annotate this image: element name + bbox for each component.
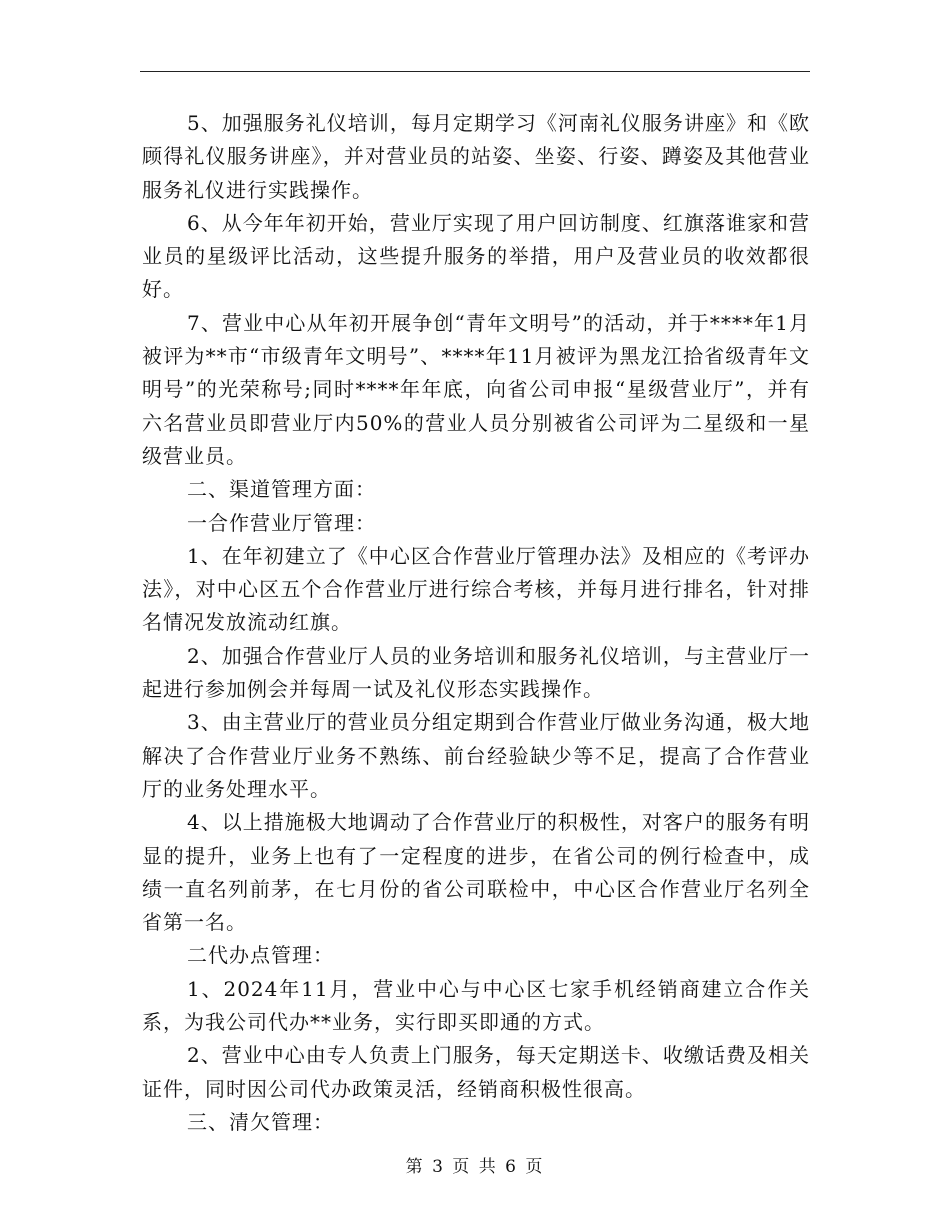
paragraph: 1、在年初建立了《中心区合作营业厅管理办法》及相应的《考评办法》，对中心区五个合作营业厅进行综合考核，并每月进行排名，针对排名情况发放流动红旗。 [142,543,810,635]
paragraph: 6、从今年年初开始，营业厅实现了用户回访制度、红旗落谁家和营业员的星级评比活动，这些提升服务的举措，用户及营业员的收效都很好。 [142,210,810,302]
page-footer: 第 3 页 共 6 页 [405,1157,545,1177]
section-heading: 三、清欠管理： [187,1109,334,1134]
section-heading: 二、渠道管理方面： [187,477,376,502]
subsection-heading: 二代办点管理： [187,943,334,968]
paragraph: 2、营业中心由专人负责上门服务，每天定期送卡、收缴话费及相关证件，同时因公司代办政策灵活，经销商积极性很高。 [142,1043,810,1101]
paragraph: 4、以上措施极大地调动了合作营业厅的积极性，对客户的服务有明显的提升，业务上也有了一定程度的进步，在省公司的例行检查中，成绩一直名列前茅，在七月份的省公司联检中，中心区合作营业厅名列全省第一名。 [142,810,810,935]
paragraph: 3、由主营业厅的营业员分组定期到合作营业厅做业务沟通，极大地解决了合作营业厅业务不熟练、前台经验缺少等不足，提高了合作营业厅的业务处理水平。 [142,710,810,801]
document-body [142,107,810,1139]
header-rule [140,71,810,72]
paragraph: 7、营业中心从年初开展争创“青年文明号”的活动，并于****年1月被评为**市“市级青年文明号”、****年11月被评为黑龙江拾省级青年文明号”的光荣称号;同时****年年底，向省公司申报“星级营业厅”，并有六名营业员即营业厅内50%的营业人员分别被省公司评为二星级和一星级营业员。 [142,310,810,468]
paragraph: 5、加强服务礼仪培训，每月定期学习《河南礼仪服务讲座》和《欧顾得礼仪服务讲座》，并对营业员的站姿、坐姿、行姿、蹲姿及其他营业服务礼仪进行实践操作。 [142,111,810,202]
paragraph: 2、加强合作营业厅人员的业务培训和服务礼仪培训，与主营业厅一起进行参加例会并每周一试及礼仪形态实践操作。 [142,643,810,702]
subsection-heading: 一合作营业厅管理： [187,510,376,535]
paragraph: 1、2024年11月，营业中心与中心区七家手机经销商建立合作关系，为我公司代办**业务，实行即买即通的方式。 [142,976,810,1035]
